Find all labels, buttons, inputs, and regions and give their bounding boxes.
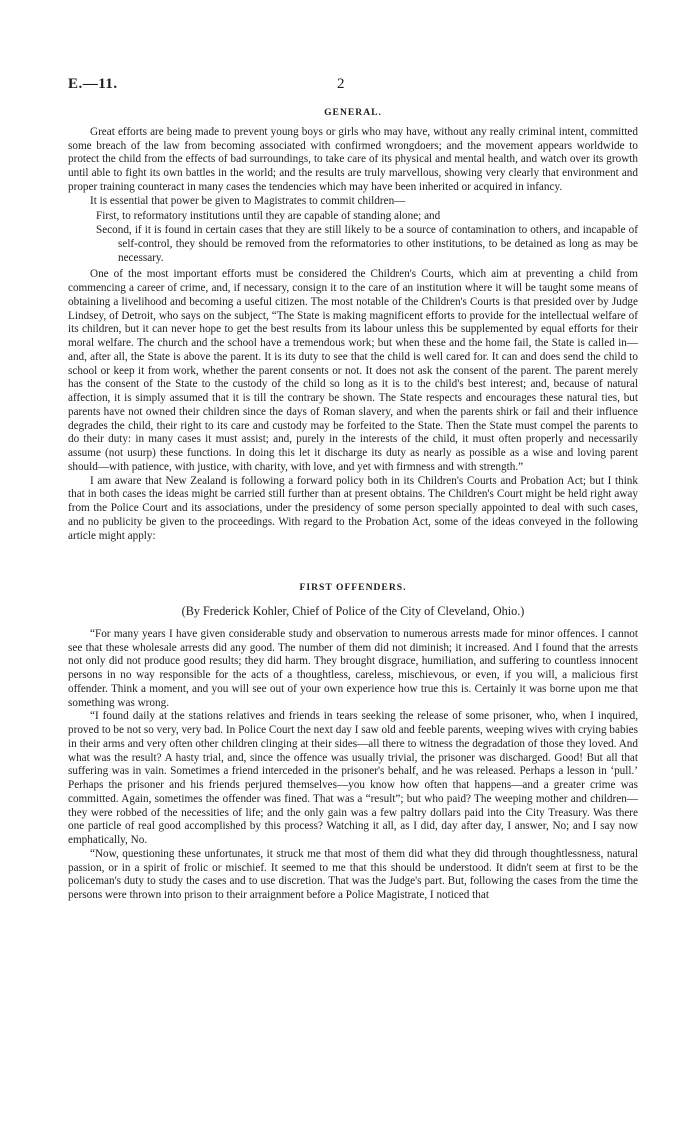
page-header [68, 78, 638, 104]
page-number: 2 [337, 76, 345, 92]
paragraph: “For many years I have given considerable study and observation to numerous arrests made for minor offences. I cannot see that these wholesale arrests did any good. The number of them did not diminish; it increased. And I found that the arrests not only did not produce good results; they did harm. They brought disgrace, humiliation, and suffering to countless innocent persons in no way responsible for the acts of a thoughtless, careless, mischievous, or even, if you will, a malicious first offender. Think a moment, and you will see out of your own experience how true this is. Certainly it was borne upon me that something was wrong. [68, 627, 638, 709]
section-spacer [68, 543, 638, 573]
section-heading-first-offenders: FIRST OFFENDERS. [299, 582, 407, 594]
commit-list [68, 210, 638, 265]
paragraph: I am aware that New Zealand is following a forward policy both in its Children's Courts and Probation Act; but I think that in both cases the ideas might be carried still further than at present obtains. The Children's Court might be held right away from the Police Court and its associations, under the presidency of some person specially appointed to deal with such cases, and no publicity be given to the proceedings. With regard to the Probation Act, some of the ideas conveyed in the following article might apply: [68, 474, 638, 542]
section-heading-general: GENERAL. [324, 107, 382, 118]
article-byline: (By Frederick Kohler, Chief of Police of the City of Cleveland, Ohio.) [181, 604, 525, 618]
list-item: Second, if it is found in certain cases that they are still likely to be a source of contamination to others, and incapable of self-control, they should be removed from the reformatories to other institutions, to be detained as long as may be necessary. [96, 224, 638, 264]
paragraph: “I found daily at the stations relatives and friends in tears seeking the release of some prisoner, who, when I inquired, proved to be not so very, very bad. In Police Court the next day I saw old and feeble parents, weeping wives with crying babies in their arms and very often other children clinging at their sides—all there to witness the degradation of those they loved. And what was the result? A hasty trial, and, since the offence was usually trivial, the prisoner was discharged. Good! But all that suffering was in vain. Sometimes a friend interceded in the prisoner's behalf, and he was released. Perhaps a lesson in ‘pull.’ Perhaps the prisoner and his friends perjured themselves—you know how often that happens—and a greater crime was committed. Again, sometimes the offender was fined. That was a “result”; but who paid? The weeping mother and children—they were robbed of the necessities of life; and the only gain was a few paltry dollars paid into the City Treasury. Was there one particle of real good accomplished by this process? Watching it all, as I did, day after day, I answer, No; and I say now emphatically, No. [68, 710, 638, 846]
list-item: First, to reformatory institutions until they are capable of standing alone; and [96, 210, 441, 223]
paragraph: It is essential that power be given to Magistrates to commit children— [90, 194, 406, 207]
paragraph: “Now, questioning these unfortunates, it struck me that most of them did what they did through thoughtlessness, natural passion, or in a spirit of frolic or mischief. It seemed to me that this should be understood. It didn't seem at first to be the policeman's duty to study the cases and to use discretion. That was the Judge's part. But, following the cases from the time the persons were thrown into prison to their arraignment before a Police Magistrate, I noticed that [68, 847, 638, 901]
paragraph: One of the most important efforts must be considered the Children's Courts, which aim at preventing a child from commencing a career of crime, and, if necessary, consign it to the care of an institution where it will be taught some means of obtaining a livelihood and becoming a useful citizen. The most notable of the Children's Courts is that presided over by Judge Lindsey, of Detroit, who says on the subject, “The State is making magnificent efforts to provide for the intellectual welfare of its children, but it can never hope to get the best results from its labour unless this be supplemented by equal efforts for their moral welfare. The church and the school have a tremendous work; but when these and the home fail, the State is called in—and, after all, the State is above the parent. It is its duty to see that the child is well cared for. It can and does send the child to school or keep it from work, whether the parent consents or not. It does not ask the consent of the parent. The parent merely has the consent of the State to the custody of the child so long as it is to the child's best interest; and, because of natural affection, it is simply assumed that it is till the contrary be shown. The State respects and encourages these natural ties, but parents have not owned their children since the days of Roman slavery, and when the parents shirk or fail and their influence degrades the child, their right to its care and custody may be forfeited to the State. Then the State must compel the parents to do their duty: in many cases it must assist; and, purely in the interests of the child, it must often properly and necessarily assume (not usurp) these functions. In doing this let it discharge its duty as nearly as possible as a wise and loving parent should—with patience, with justice, with charity, with love, and yet with firmness and with strength.” [68, 268, 638, 473]
paragraph: Great efforts are being made to prevent young boys or girls who may have, without any really criminal intent, committed some breach of the law from becoming associated with confirmed wrongdoers; and the movement appears worldwide to protect the child from the effects of bad surroundings, to take care of its physical and mental health, and watch over its growth until able to fight its own battles in the world; and the results are truly marvellous, showing very clearly that environment and proper training counteract in many cases the tendencies which may have been inherited or acquired in infancy. [68, 125, 638, 193]
document-code: E.—11. [68, 76, 118, 92]
